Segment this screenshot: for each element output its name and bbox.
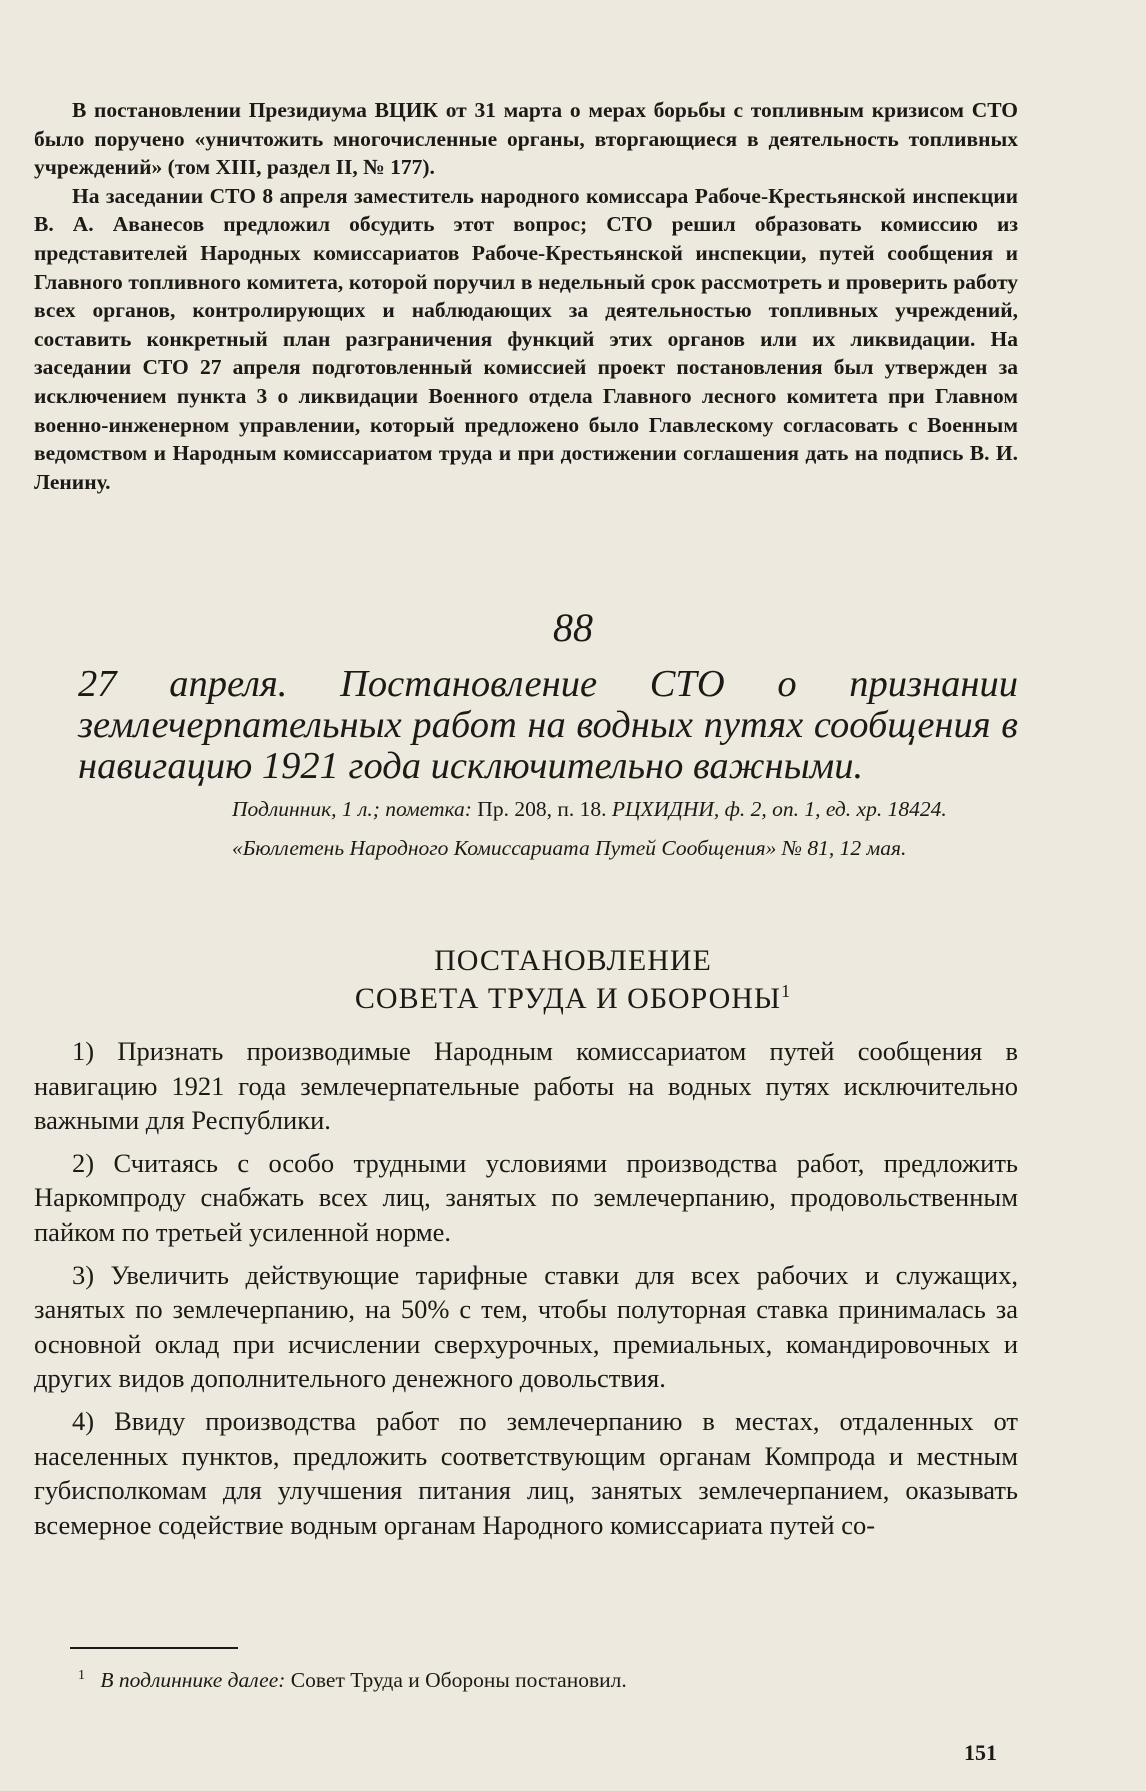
- heading-line-with-mark: [0, 980, 1146, 1018]
- resolution-item: 3) Увеличить действующие тарифные ставки для всех рабочих и служащих, занятых по землечерпанию, на 50% с тем, чтобы полуторная ставка принималась за основной оклад при исчислении сверхурочных, премиальных, командировочных и других видов дополнительного денежного довольствия.: [34, 1259, 1018, 1394]
- resolution-item: 1) Признать производимые Народным комиссариатом путей сообщения в навигацию 1921 года землечерпательные работы на водных путях исключительно важными для Республики.: [34, 1036, 1018, 1136]
- resolution-heading: [0, 942, 1146, 1018]
- archive-source-part: Подлинник, 1 л.; пометка:: [232, 797, 472, 821]
- document-number: 88: [553, 605, 593, 650]
- resolution-item: 4) Ввиду производства работ по землечерпанию в местах, отдаленных от населенных пунктов, предложить соответствующим органам Компрода и местным губисполкомам для улучшения питания лиц, занятых землечерпанием, оказывать всемерное содействие водным органам Народного комиссариата путей со-: [34, 1405, 1018, 1540]
- document-title: 27 апреля. Постановление СТО о признании землечерпательных работ на водных путях сообщения в навигацию 1921 года исключительно важными.: [78, 663, 1018, 787]
- footnote-mark: 1: [781, 981, 792, 1001]
- page-number: 151: [964, 1740, 997, 1765]
- resolution-body: [34, 1034, 1018, 1550]
- footnote-text: Совет Труда и Обороны постановил.: [290, 1668, 627, 1693]
- heading-line: ПОСТАНОВЛЕНИЕ: [434, 944, 712, 977]
- editorial-notes: [34, 96, 1018, 496]
- note-paragraph: На заседании СТО 8 апреля заместитель народного комиссара Рабоче-Крестьянской инспекции В. А. Аванесов предложил обсудить этот вопрос; СТО решил образовать комиссию из представителей Народных комиссариатов Рабоче-Крестьянской инспекции, путей сообщения и Главного топливного комитета, которой поручил в недельный срок рассмотреть и проверить работу всех органов, контролирующих и наблюдающих за деятельностью топливных учреждений, составить конкретный план разграничения функций этих органов или их ликвидации. На заседании СТО 27 апреля подготовленный комиссией проект постановления был утвержден за исключением пункта 3 о ликвидации Военного отдела Главного лесного комитета при Главном военно-инженерном управлении, который предложено было Главлескому согласовать с Военным ведомством и Народным комиссариатом труда и при достижении соглашения дать на подпись В. И. Ленину.: [34, 183, 1018, 494]
- source-references: [232, 795, 1018, 873]
- publication-source: «Бюллетень Народного Комиссариата Путей Сообщения» № 81, 12 мая.: [232, 836, 907, 860]
- footnote: [78, 1662, 1018, 1694]
- footnote-divider: [70, 1647, 238, 1649]
- archive-source-mark: Пр. 208, п. 18.: [477, 797, 607, 821]
- heading-line: СОВЕТА ТРУДА И ОБОРОНЫ: [354, 982, 782, 1015]
- resolution-item: 2) Считаясь с особо трудными условиями производства работ, предложить Наркомпроду снабжать всех лиц, занятых по землечерпанию, продовольственным пайком по третьей усиленной норме.: [34, 1147, 1018, 1247]
- archive-source-part: РЦХИДНИ, ф. 2, оп. 1, ед. хр. 18424.: [611, 797, 947, 821]
- note-paragraph: В постановлении Президиума ВЦИК от 31 марта о мерах борьбы с топливным кризисом СТО было поручено «уничтожить многочисленные органы, вторгающиеся в деятельность топливных учреждений» (том XIII, раздел II, № 177).: [34, 98, 1018, 180]
- footnote-italic: В подлиннике далее:: [100, 1668, 286, 1693]
- archive-source: [232, 795, 1018, 824]
- footnote-number: 1: [78, 1668, 85, 1683]
